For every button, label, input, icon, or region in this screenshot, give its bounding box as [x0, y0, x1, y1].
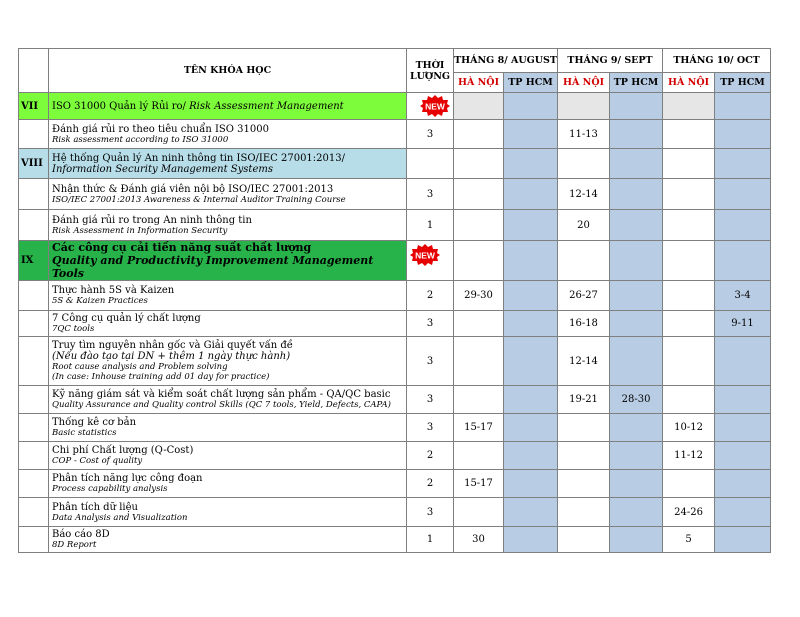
- schedule-date-sep-hn: 19-21: [558, 386, 610, 414]
- course-row: [19, 337, 771, 386]
- schedule-date-oct-hcm: [715, 498, 771, 527]
- schedule-date-oct-hn: [663, 210, 715, 241]
- section-empty-cell: [558, 93, 610, 120]
- schedule-date-aug-hcm: [504, 179, 558, 210]
- schedule-date-sep-hn: [558, 498, 610, 527]
- header-city-hanoi: HÀ NỘI: [558, 73, 610, 93]
- section-code: VIII: [19, 149, 49, 179]
- schedule-date-sep-hcm: [610, 281, 663, 311]
- course-row: [19, 386, 771, 414]
- course-name: [49, 281, 407, 311]
- course-name-en: 8D Report: [52, 540, 97, 550]
- course-duration: 3: [407, 498, 454, 527]
- course-name-en: Data Analysis and Visualization: [52, 512, 188, 523]
- course-row: [19, 470, 771, 498]
- schedule-date-oct-hcm: [715, 120, 771, 149]
- schedule-date-sep-hn: 12-14: [558, 179, 610, 210]
- course-name-vi: Chi phí Chất lượng (Q-Cost): [52, 445, 194, 456]
- schedule-date-sep-hcm: 28-30: [610, 386, 663, 414]
- course-code-cell: [19, 527, 49, 553]
- schedule-date-oct-hn: 24-26: [663, 498, 715, 527]
- schedule-date-aug-hcm: [504, 337, 558, 386]
- course-name-vi: Đánh giá rủi ro trong An ninh thông tin: [52, 214, 252, 226]
- course-duration: 3: [407, 120, 454, 149]
- schedule-date-aug-hn: [454, 179, 504, 210]
- new-badge: [410, 244, 440, 266]
- schedule-date-aug-hn: [454, 311, 504, 337]
- header-month-oct: THÁNG 10/ OCT: [663, 49, 771, 73]
- table-body: [19, 93, 771, 553]
- course-code-cell: [19, 179, 49, 210]
- course-name-en: Process capability analysis: [52, 484, 168, 494]
- schedule-date-aug-hcm: [504, 470, 558, 498]
- section-empty-cell: [454, 241, 504, 281]
- course-name: [49, 527, 407, 553]
- section-code: IX: [19, 241, 49, 281]
- course-name-en: Basic statistics: [52, 428, 117, 438]
- course-row: [19, 179, 771, 210]
- header-city-hanoi: HÀ NỘI: [663, 73, 715, 93]
- course-duration: 2: [407, 470, 454, 498]
- course-name: [49, 414, 407, 442]
- schedule-date-aug-hcm: [504, 311, 558, 337]
- course-row: [19, 442, 771, 470]
- course-code-cell: [19, 337, 49, 386]
- schedule-date-aug-hcm: [504, 498, 558, 527]
- schedule-date-aug-hcm: [504, 210, 558, 241]
- section-empty-cell: [504, 93, 558, 120]
- schedule-date-oct-hn: [663, 470, 715, 498]
- section-empty-cell: [504, 149, 558, 179]
- section-title-vi: Các công cụ cải tiến năng suất chất lượng: [52, 241, 312, 254]
- section-empty-cell: [610, 149, 663, 179]
- schedule-date-aug-hcm: [504, 414, 558, 442]
- schedule-date-sep-hn: 26-27: [558, 281, 610, 311]
- schedule-date-oct-hn: [663, 281, 715, 311]
- course-name-vi: Nhận thức & Đánh giá viên nội bộ ISO/IEC 27001:2013: [52, 183, 334, 195]
- new-badge: [420, 95, 450, 117]
- section-empty-cell: [663, 93, 715, 120]
- section-title: [49, 93, 445, 120]
- header-course-title: TÊN KHÓA HỌC: [49, 49, 407, 93]
- header-duration-line1: THỜI: [415, 59, 445, 71]
- course-name-vi: Thực hành 5S và Kaizen: [52, 285, 175, 296]
- header-month-aug: THÁNG 8/ AUGUST: [454, 49, 558, 73]
- schedule-date-sep-hcm: [610, 498, 663, 527]
- schedule-date-sep-hcm: [610, 210, 663, 241]
- schedule-date-oct-hcm: [715, 442, 771, 470]
- section-title: [49, 149, 407, 179]
- course-row: [19, 120, 771, 149]
- course-schedule-table: [18, 48, 771, 553]
- schedule-date-oct-hcm: [715, 470, 771, 498]
- schedule-date-sep-hn: [558, 527, 610, 553]
- course-code-cell: [19, 210, 49, 241]
- course-name-en: 7QC tools: [52, 324, 95, 334]
- schedule-date-aug-hn: 15-17: [454, 470, 504, 498]
- course-duration: 1: [407, 527, 454, 553]
- course-duration: 1: [407, 210, 454, 241]
- schedule-date-sep-hcm: [610, 527, 663, 553]
- schedule-date-sep-hcm: [610, 179, 663, 210]
- course-name-vi: Phân tích năng lực công đoạn: [52, 473, 203, 484]
- schedule-date-sep-hcm: [610, 311, 663, 337]
- schedule-date-sep-hcm: [610, 470, 663, 498]
- course-name: [49, 442, 407, 470]
- schedule-date-oct-hn: 11-12: [663, 442, 715, 470]
- schedule-date-oct-hcm: [715, 386, 771, 414]
- course-row: [19, 414, 771, 442]
- schedule-date-sep-hn: [558, 414, 610, 442]
- schedule-date-oct-hn: 10-12: [663, 414, 715, 442]
- course-row: [19, 498, 771, 527]
- section-empty-cell: [454, 149, 504, 179]
- section-code: VII: [19, 93, 49, 120]
- course-code-cell: [19, 414, 49, 442]
- section-empty-cell: [454, 93, 504, 120]
- new-badge-icon: [420, 95, 450, 117]
- schedule-date-oct-hn: [663, 120, 715, 149]
- course-name-en: Risk Assessment in Information Security: [52, 225, 228, 236]
- schedule-date-aug-hn: [454, 120, 504, 149]
- course-name-en: COP - Cost of quality: [52, 456, 143, 466]
- course-duration: 3: [407, 311, 454, 337]
- course-code-cell: [19, 442, 49, 470]
- header-city-hcm: TP HCM: [715, 73, 771, 93]
- course-name: [49, 120, 407, 149]
- schedule-date-sep-hn: 11-13: [558, 120, 610, 149]
- header-duration-line2: LƯỢNG: [409, 70, 451, 82]
- section-empty-cell: [504, 241, 558, 281]
- course-name-en2: (In case: Inhouse training add 01 day for practice): [52, 372, 270, 382]
- course-duration: 3: [407, 386, 454, 414]
- header-code-cell: [19, 49, 49, 93]
- schedule-date-oct-hcm: [715, 527, 771, 553]
- schedule-date-aug-hcm: [504, 386, 558, 414]
- schedule-date-aug-hn: [454, 442, 504, 470]
- section-empty-cell: [558, 241, 610, 281]
- header-month-sep: THÁNG 9/ SEPT: [558, 49, 663, 73]
- new-badge-label: NEW: [425, 101, 445, 112]
- course-code-cell: [19, 498, 49, 527]
- header-city-hanoi: HÀ NỘI: [454, 73, 504, 93]
- course-name-vi: Kỹ năng giám sát và kiểm soát chất lượng sản phẩm - QA/QC basic: [52, 389, 391, 400]
- course-name-vi: Phân tích dữ liệu: [52, 501, 138, 513]
- section-empty-cell: [715, 93, 771, 120]
- schedule-date-sep-hcm: [610, 414, 663, 442]
- course-row: [19, 210, 771, 241]
- course-duration: 3: [407, 337, 454, 386]
- schedule-date-sep-hcm: [610, 120, 663, 149]
- course-name-vi: Đánh giá rủi ro theo tiêu chuẩn ISO 31000: [52, 123, 269, 135]
- schedule-date-oct-hn: 5: [663, 527, 715, 553]
- schedule-date-oct-hcm: 3-4: [715, 281, 771, 311]
- section-row-viii: [19, 149, 771, 179]
- schedule-date-aug-hcm: [504, 527, 558, 553]
- course-name-vi2: (Nếu đào tạo tại DN + thêm 1 ngày thực hành): [52, 351, 291, 362]
- course-name: [49, 386, 407, 414]
- course-name-en: Quality Assurance and Quality control Skills (QC 7 tools, Yield, Defects, CAPA): [52, 400, 391, 410]
- schedule-date-aug-hn: [454, 337, 504, 386]
- section-title-vi: Hệ thống Quản lý An ninh thông tin ISO/IEC 27001:2013/: [52, 152, 345, 164]
- course-name-vi: Thống kê cơ bản: [52, 417, 137, 428]
- section-title-en: Information Security Management Systems: [52, 163, 273, 175]
- section-title-en: Quality and Productivity Improvement Management Tools: [52, 254, 374, 280]
- section-title-en: Risk Assessment Management: [189, 100, 344, 112]
- schedule-date-aug-hn: [454, 498, 504, 527]
- course-name: [49, 179, 407, 210]
- schedule-date-aug-hcm: [504, 442, 558, 470]
- section-empty-cell: [715, 241, 771, 281]
- course-name-en: Root cause analysis and Problem solving: [52, 362, 228, 372]
- course-row: [19, 311, 771, 337]
- course-name: [49, 337, 407, 386]
- course-row: [19, 281, 771, 311]
- section-empty-cell: [715, 149, 771, 179]
- course-name-vi: Báo cáo 8D: [52, 529, 110, 540]
- course-code-cell: [19, 386, 49, 414]
- schedule-date-oct-hcm: 9-11: [715, 311, 771, 337]
- new-badge-icon: [410, 244, 440, 266]
- schedule-date-sep-hn: 16-18: [558, 311, 610, 337]
- course-name-vi: Truy tìm nguyên nhân gốc và Giải quyết vấn đề: [52, 340, 293, 351]
- schedule-date-aug-hcm: [504, 120, 558, 149]
- schedule-date-oct-hn: [663, 386, 715, 414]
- course-name-vi: 7 Công cụ quản lý chất lượng: [52, 313, 201, 324]
- schedule-date-oct-hcm: [715, 414, 771, 442]
- course-duration: 2: [407, 281, 454, 311]
- course-name-en: Risk assessment according to ISO 31000: [52, 134, 229, 145]
- course-code-cell: [19, 281, 49, 311]
- course-code-cell: [19, 120, 49, 149]
- header-duration: [407, 49, 454, 93]
- section-empty-cell: [407, 149, 454, 179]
- schedule-date-oct-hn: [663, 311, 715, 337]
- schedule-date-sep-hn: [558, 442, 610, 470]
- schedule-date-oct-hn: [663, 337, 715, 386]
- course-name-en: 5S & Kaizen Practices: [52, 296, 148, 306]
- schedule-date-sep-hn: 12-14: [558, 337, 610, 386]
- section-row-ix: [19, 241, 771, 281]
- course-row: [19, 527, 771, 553]
- course-name-en: ISO/IEC 27001:2013 Awareness & Internal Auditor Training Course: [52, 194, 346, 205]
- schedule-date-aug-hn: [454, 386, 504, 414]
- section-row-vii: [19, 93, 771, 120]
- course-code-cell: [19, 470, 49, 498]
- schedule-date-oct-hcm: [715, 337, 771, 386]
- section-empty-cell: [663, 149, 715, 179]
- schedule-date-aug-hn: [454, 210, 504, 241]
- schedule-date-aug-hn: 15-17: [454, 414, 504, 442]
- schedule-date-oct-hcm: [715, 210, 771, 241]
- course-name: [49, 470, 407, 498]
- schedule-date-sep-hn: 20: [558, 210, 610, 241]
- course-code-cell: [19, 311, 49, 337]
- course-name: [49, 210, 407, 241]
- schedule-date-oct-hcm: [715, 179, 771, 210]
- section-empty-cell: [610, 241, 663, 281]
- schedule-date-sep-hn: [558, 470, 610, 498]
- course-duration: 2: [407, 442, 454, 470]
- header-city-hcm: TP HCM: [504, 73, 558, 93]
- course-name: [49, 498, 407, 527]
- new-badge-label: NEW: [415, 250, 435, 261]
- schedule-date-oct-hn: [663, 179, 715, 210]
- schedule-date-sep-hcm: [610, 442, 663, 470]
- schedule-date-aug-hn: 29-30: [454, 281, 504, 311]
- section-empty-cell: [610, 93, 663, 120]
- schedule-date-aug-hcm: [504, 281, 558, 311]
- course-name: [49, 311, 407, 337]
- section-title-vi: ISO 31000 Quản lý Rủi ro/: [52, 100, 190, 112]
- schedule-date-sep-hcm: [610, 337, 663, 386]
- course-duration: 3: [407, 414, 454, 442]
- course-duration: 3: [407, 179, 454, 210]
- section-title: [49, 241, 435, 281]
- schedule-date-aug-hn: 30: [454, 527, 504, 553]
- header-city-hcm: TP HCM: [610, 73, 663, 93]
- section-empty-cell: [558, 149, 610, 179]
- section-empty-cell: [663, 241, 715, 281]
